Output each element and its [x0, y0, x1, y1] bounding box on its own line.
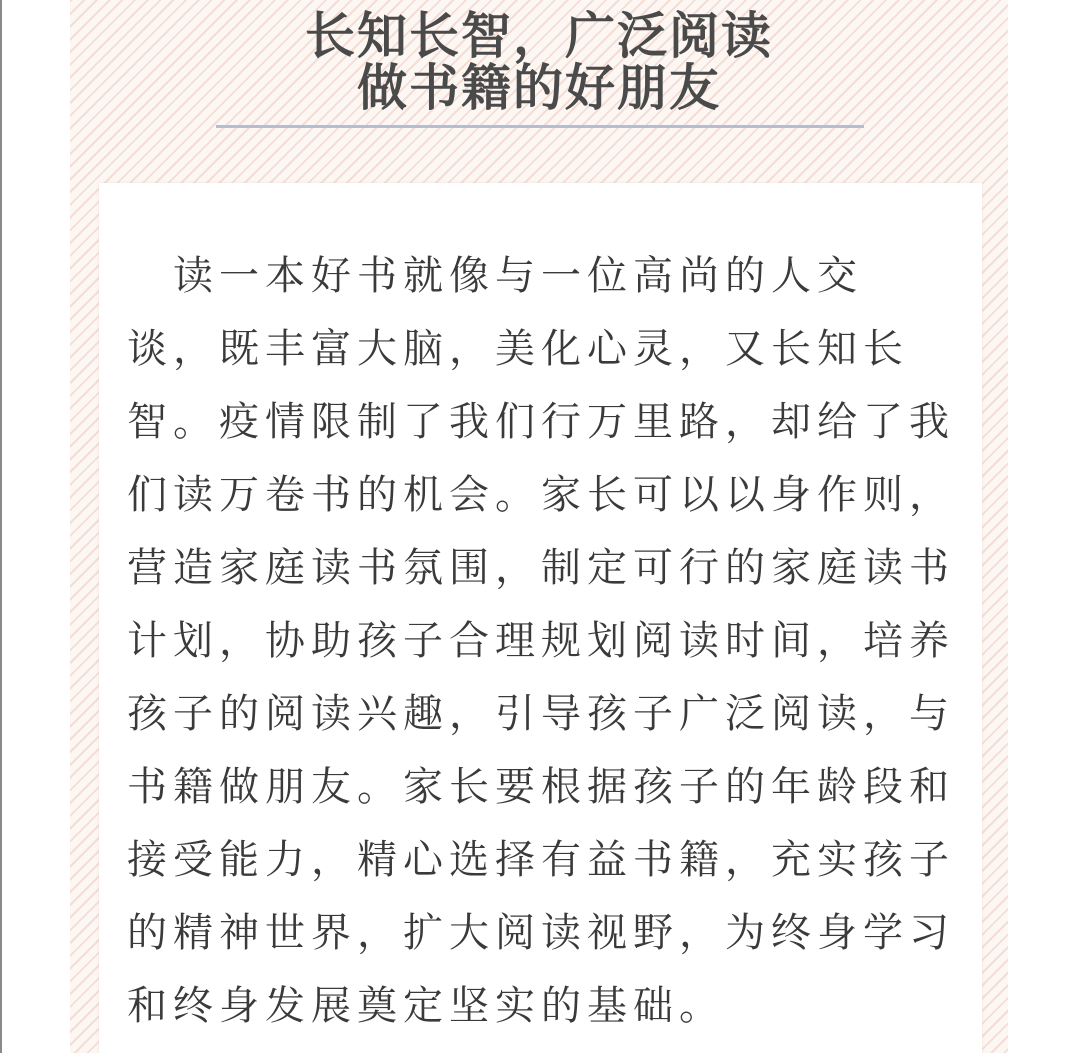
body-line: 读一本好书就像与一位高尚的人交 [127, 253, 863, 299]
body-line: 谈，既丰富大脑，美化心灵，又长知长 [127, 326, 909, 372]
body-line: 计划，协助孩子合理规划阅读时间，培养 [127, 618, 955, 664]
body-line: 和终身发展奠定坚实的基础。 [127, 983, 725, 1029]
left-edge-line [0, 0, 2, 1053]
title-divider [216, 125, 864, 128]
body-line: 孩子的阅读兴趣，引导孩子广泛阅读，与 [127, 691, 955, 737]
article-title [70, 7, 1008, 117]
title-line-2: 做书籍的好朋友 [357, 59, 721, 117]
body-line: 书籍做朋友。家长要根据孩子的年龄段和 [127, 764, 955, 810]
body-line: 智。疫情限制了我们行万里路，却给了我 [127, 399, 955, 445]
body-line: 接受能力，精心选择有益书籍，充实孩子 [127, 837, 955, 883]
body-line: 营造家庭读书氛围，制定可行的家庭读书 [127, 545, 955, 591]
title-line-1: 长知长智，广泛阅读 [305, 7, 773, 65]
body-line: 们读万卷书的机会。家长可以以身作则， [127, 472, 955, 518]
body-line: 的精神世界，扩大阅读视野，为终身学习 [127, 910, 955, 956]
article-body [127, 240, 957, 1043]
